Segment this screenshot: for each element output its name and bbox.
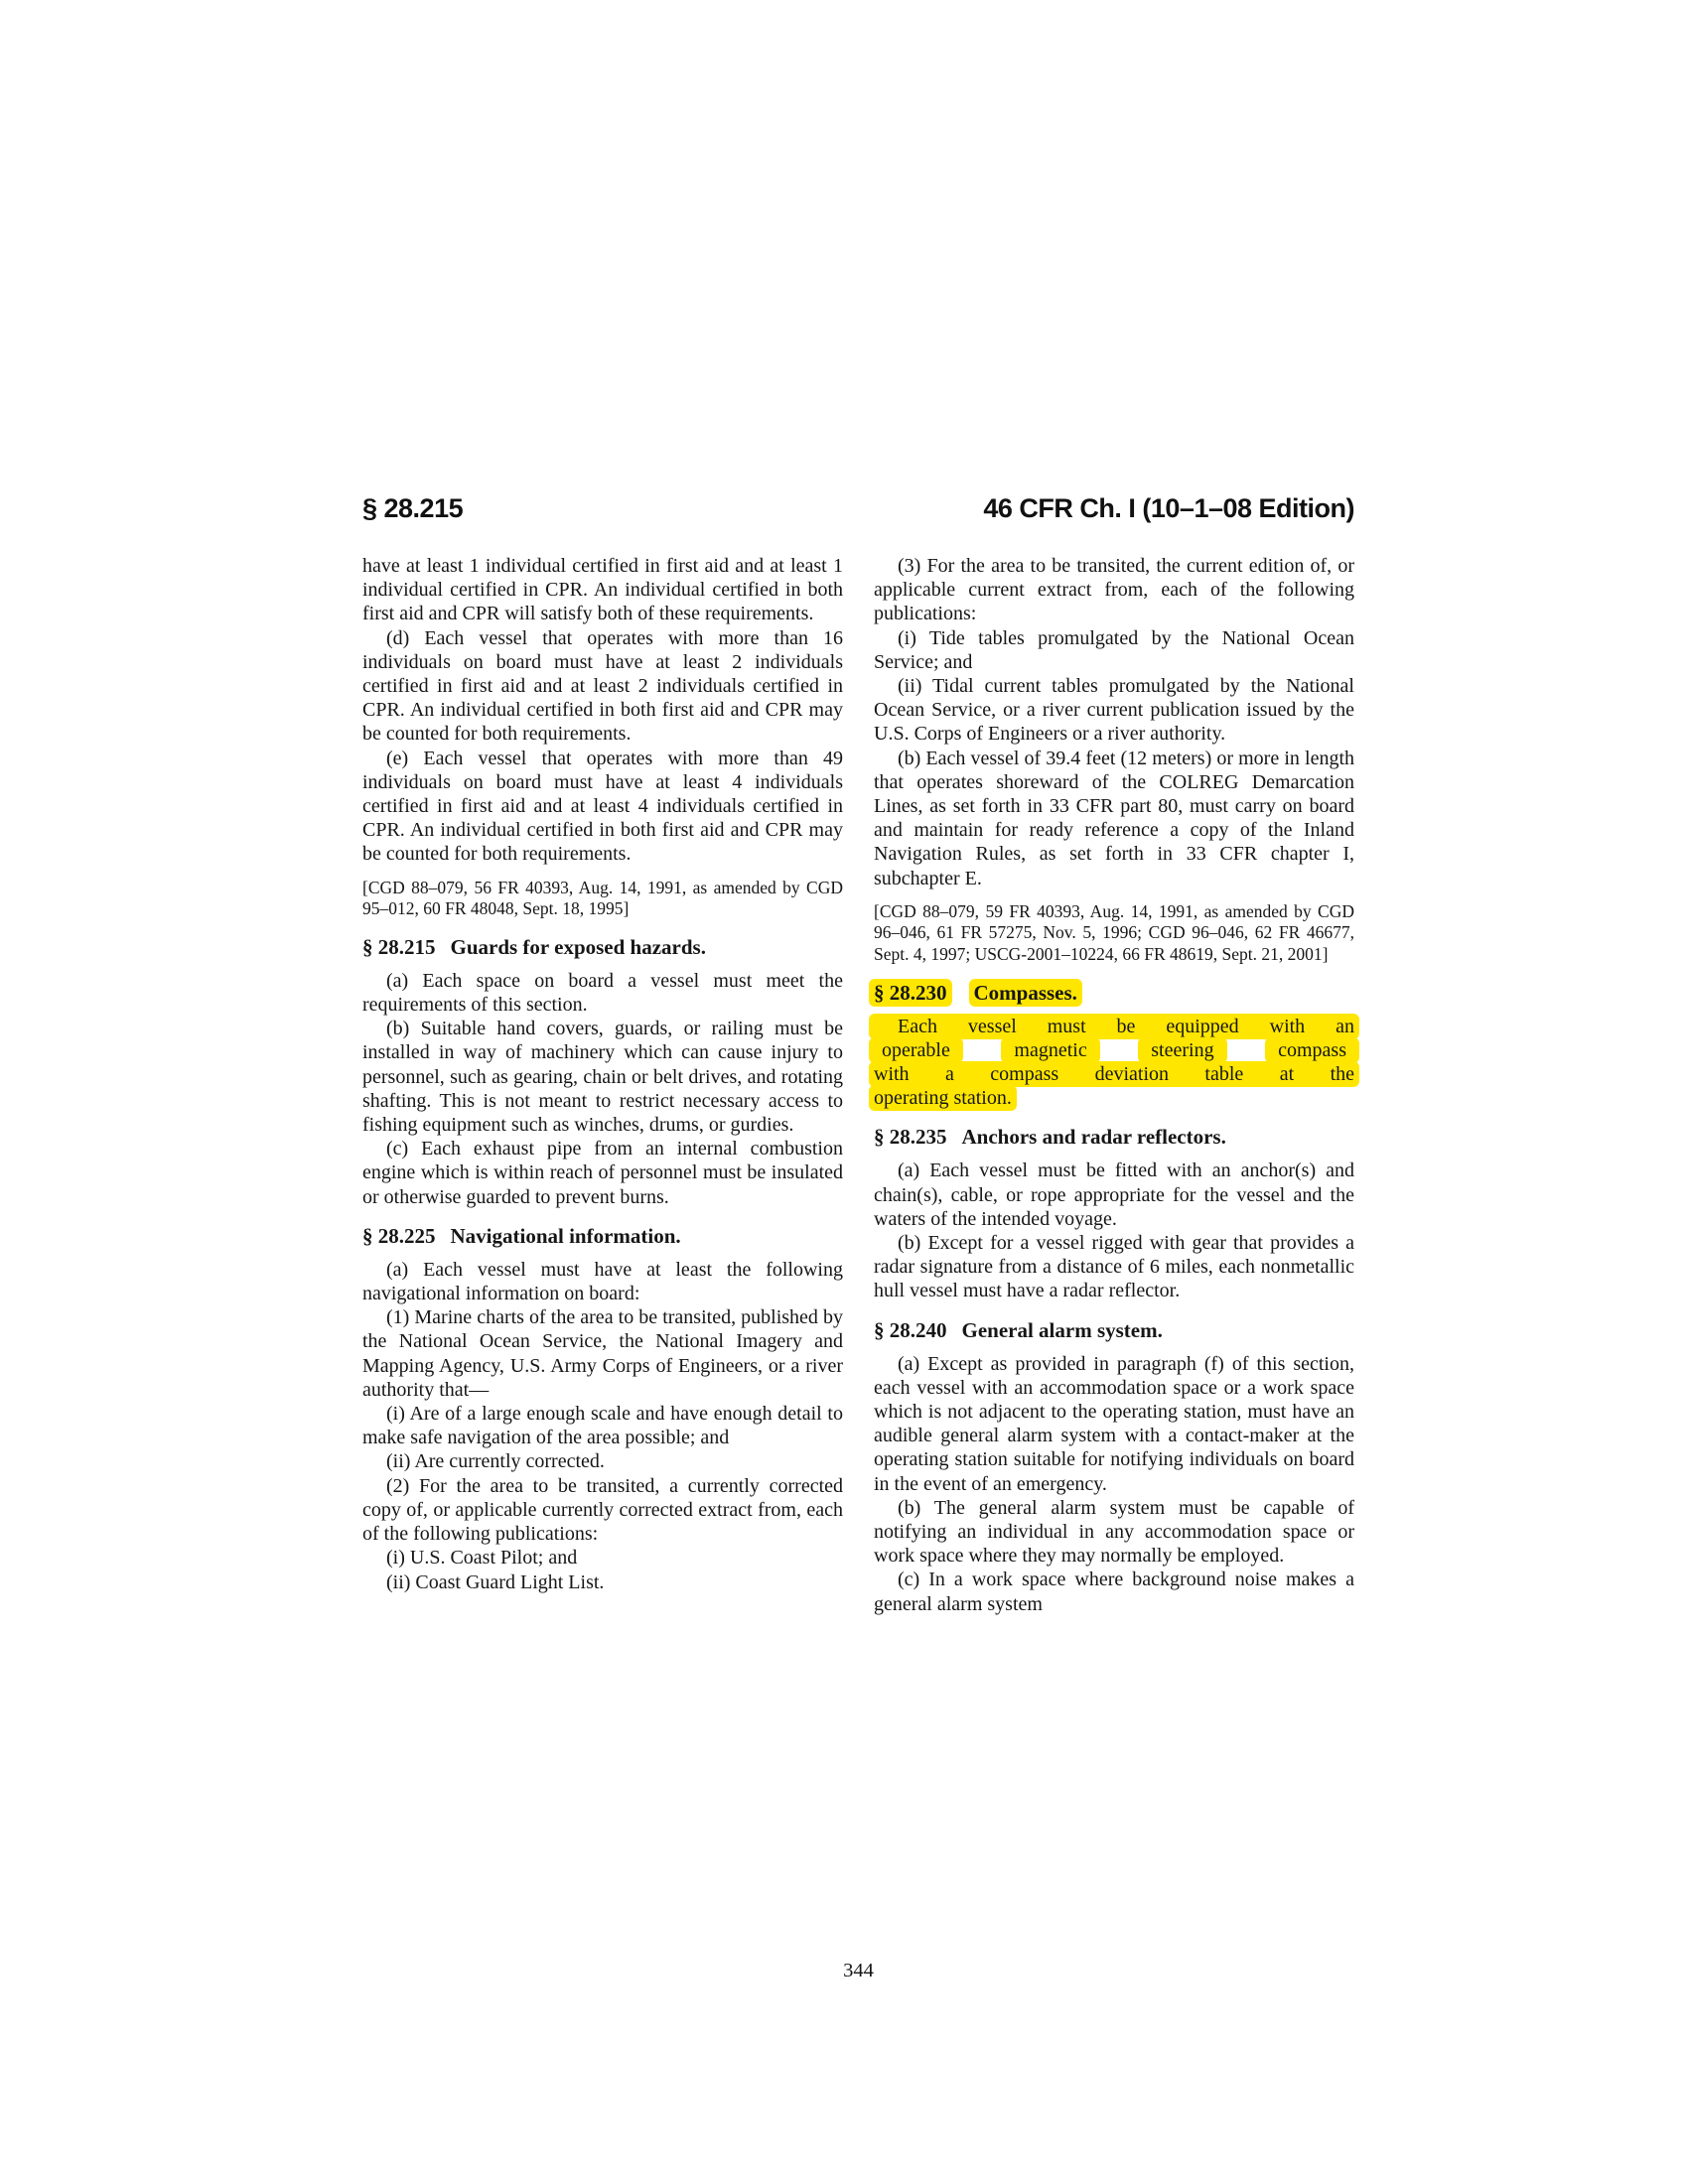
highlight-span: operable <box>869 1037 963 1063</box>
right-column <box>874 554 1354 1616</box>
body-paragraph: have at least 1 individual certified in first aid and at least 1 individual certified in CPR. An individual certified in both first aid and CPR will satisfy both of these requirements. <box>362 555 843 625</box>
body-paragraph: (ii) Tidal current tables promulgated by the National Ocean Service, or a river current publication issued by the U.S. Corps of Engineers or a river authority. <box>874 675 1354 746</box>
body-paragraph: (2) For the area to be transited, a currently corrected copy of, or applicable currently corrected extract from, each of the following publications: <box>362 1474 843 1546</box>
section-number: § 28.215 <box>362 934 436 959</box>
section-title: General alarm system. <box>961 1317 1163 1342</box>
header-section-ref: § 28.215 <box>362 493 464 523</box>
body-paragraph: (3) For the area to be transited, the current edition of, or applicable current extract from, each of the following publications: <box>874 555 1354 625</box>
body-paragraph: (i) U.S. Coast Pilot; and <box>386 1547 578 1570</box>
two-column-text-block <box>362 554 1354 1616</box>
body-paragraph: (i) Tide tables promulgated by the National Ocean Service; and <box>874 626 1354 673</box>
highlight-span: Each vessel must be equipped with an <box>869 1014 1359 1039</box>
section-number: § 28.240 <box>874 1317 947 1342</box>
body-paragraph: (a) Except as provided in paragraph (f) of this section, each vessel with an accommodation space or a work space which is not adjacent to the operating station, must have an audible general alarm system with a contact-maker at the operating station suitable for notifying individuals on board in the event of an emergency. <box>874 1352 1354 1495</box>
citation-note: [CGD 88–079, 59 FR 40393, Aug. 14, 1991, as amended by CGD 96–046, 61 FR 57275, Nov. 5, 1996; CGD 96–046, 62 FR 46677, Sept. 4, 1997; USCG-2001–10224, 66 FR 48619, Sept. 21, 2001] <box>874 900 1354 965</box>
body-paragraph: (b) Each vessel of 39.4 feet (12 meters) or more in length that operates shoreward of the COLREG Demarcation Lines, as set forth in 33 CFR part 80, must carry on board and maintain for ready reference a copy of the Inland Navigation Rules, as set forth in 33 CFR chapter I, subchapter E. <box>874 747 1354 889</box>
highlight-span: with a compass deviation table at the <box>869 1061 1359 1087</box>
highlight-line <box>874 1062 1354 1086</box>
highlight-line <box>874 1015 1354 1038</box>
header-edition-title: 46 CFR Ch. I (10–1–08 Edition) <box>983 493 1354 523</box>
section-title: Navigational information. <box>450 1223 681 1248</box>
highlighted-section-title: Compasses. <box>969 979 1082 1007</box>
body-paragraph: (1) Marine charts of the area to be transited, published by the National Ocean Service, the National Imagery and Mapping Agency, U.S. Army Corps of Engineers, or a river authority that— <box>362 1306 843 1401</box>
section-title: Anchors and radar reflectors. <box>961 1125 1226 1150</box>
highlighted-paragraph <box>874 1015 1354 1111</box>
body-paragraph: (i) Are of a large enough scale and have enough detail to make safe navigation of the area possible; and <box>362 1403 843 1449</box>
section-number: § 28.225 <box>362 1223 436 1248</box>
body-paragraph: (b) Suitable hand covers, guards, or railing must be installed in way of machinery which can cause injury to personnel, such as gearing, chain or belt drives, and rotating shafting. This is not meant to restrict necessary access to fishing equipment such as winches, drums, or gurdies. <box>362 1018 843 1137</box>
body-paragraph: (b) The general alarm system must be capable of notifying an individual in any accommodation space or work space where they may normally be employed. <box>874 1496 1354 1568</box>
highlight-span: steering <box>1138 1037 1226 1063</box>
highlight-span: operating station. <box>869 1085 1017 1111</box>
highlight-span: compass <box>1265 1037 1359 1063</box>
page-number: 344 <box>843 1960 874 1981</box>
section-heading <box>362 1224 843 1249</box>
body-paragraph: (a) Each space on board a vessel must meet the requirements of this section. <box>362 969 843 1017</box>
citation-note: [CGD 88–079, 56 FR 40393, Aug. 14, 1991, as amended by CGD 95–012, 60 FR 48048, Sept. 18, 1995] <box>362 877 843 919</box>
highlight-line <box>874 1038 1354 1062</box>
body-paragraph: (a) Each vessel must be fitted with an anchor(s) and chain(s), cable, or rope appropriate for the vessel and the waters of the intended voyage. <box>874 1160 1354 1230</box>
section-heading <box>874 1125 1354 1150</box>
left-column <box>362 554 843 1616</box>
body-paragraph: (d) Each vessel that operates with more than 16 individuals on board must have at least 2 individuals certified in first aid and at least 2 individuals certified in CPR. An individual certified in both first aid and CPR may be counted for both requirements. <box>362 626 843 746</box>
body-paragraph: (c) In a work space where background noise makes a general alarm system <box>874 1569 1354 1615</box>
highlight-line <box>874 1086 1354 1110</box>
section-heading <box>874 1318 1354 1343</box>
body-paragraph: (c) Each exhaust pipe from an internal combustion engine which is within reach of personnel must be insulated or otherwise guarded to prevent burns. <box>362 1138 843 1208</box>
section-heading <box>362 935 843 960</box>
highlighted-section-number: § 28.230 <box>869 979 952 1007</box>
running-header <box>362 493 1354 524</box>
body-paragraph: (ii) Coast Guard Light List. <box>386 1570 605 1593</box>
section-title: Guards for exposed hazards. <box>450 934 706 959</box>
body-paragraph: (ii) Are currently corrected. <box>386 1450 605 1473</box>
section-number: § 28.235 <box>874 1125 947 1150</box>
body-paragraph: (b) Except for a vessel rigged with gear that provides a radar signature from a distance of 6 miles, each nonmetallic hull vessel must have a radar reflector. <box>874 1232 1354 1302</box>
body-paragraph: (e) Each vessel that operates with more than 49 individuals on board must have at least 4 individuals certified in first aid and at least 4 individuals certified in CPR. An individual certified in both first aid and CPR may be counted for both requirements. <box>362 747 843 866</box>
highlighted-section-heading <box>874 981 1354 1006</box>
highlight-span: magnetic <box>1001 1037 1099 1063</box>
body-paragraph: (a) Each vessel must have at least the following navigational information on board: <box>362 1258 843 1305</box>
